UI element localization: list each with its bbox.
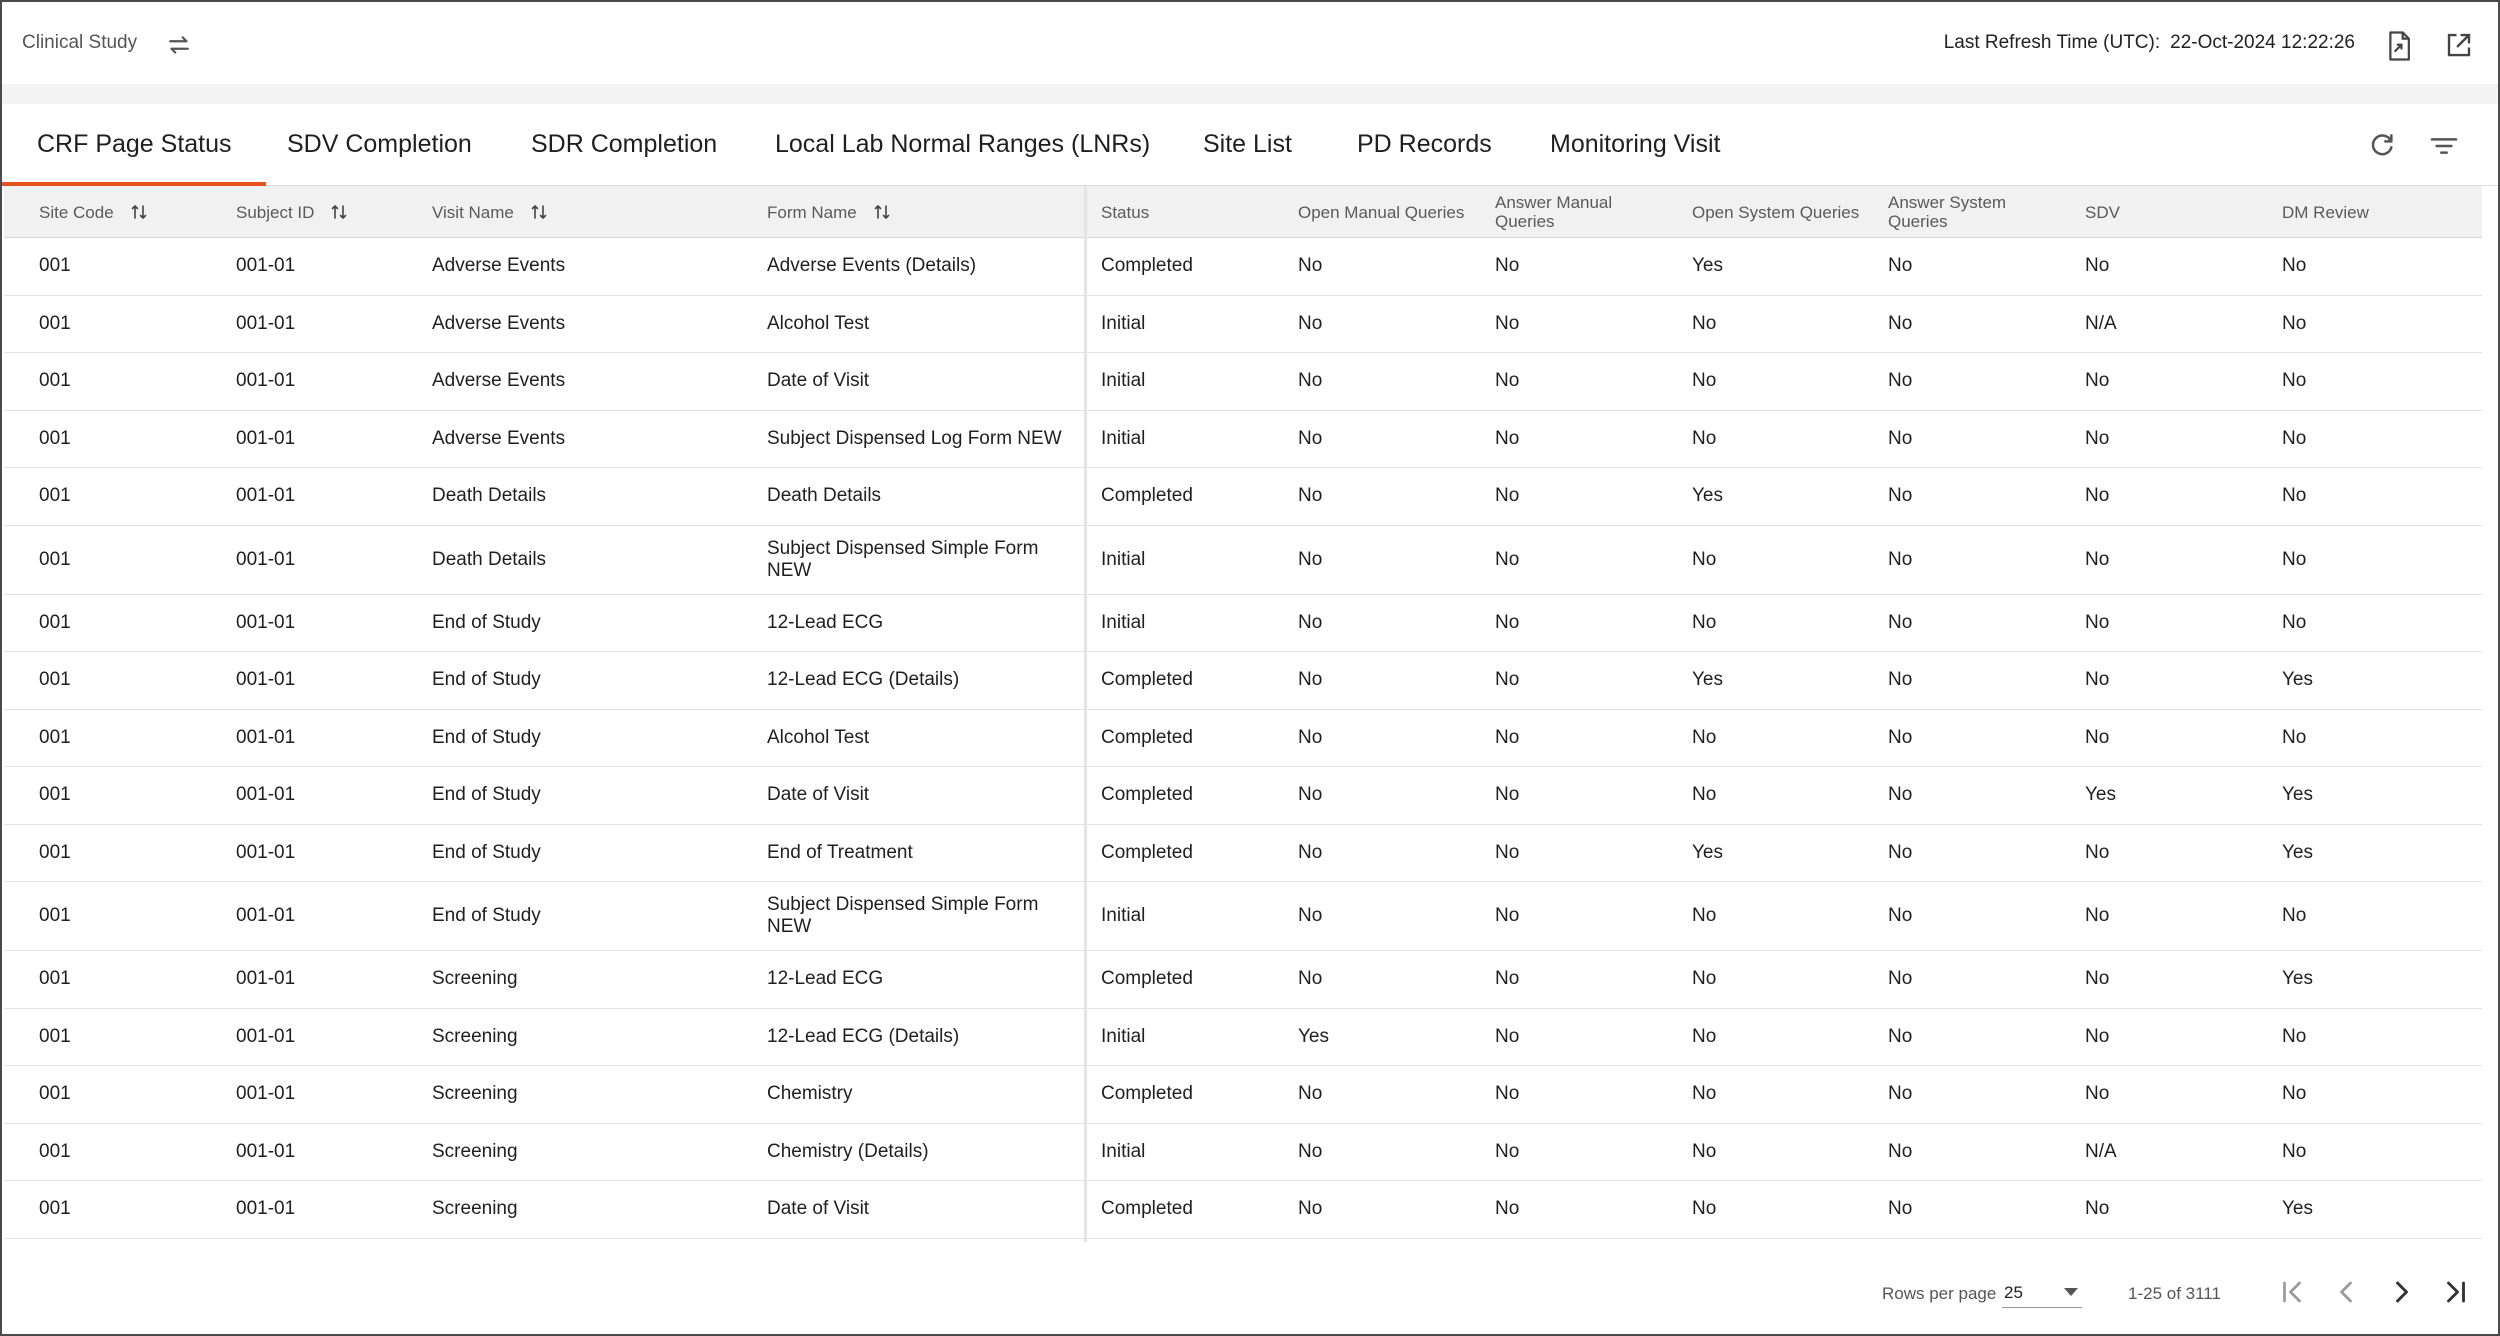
cell-open-system-queries: No <box>1692 427 1717 449</box>
column-header-visit-name[interactable] <box>432 186 548 238</box>
open-external-icon[interactable] <box>2444 30 2474 60</box>
cell-answer-manual-queries: No <box>1495 312 1520 334</box>
cell-answer-manual-queries: No <box>1495 726 1520 748</box>
cell-answer-system-queries: No <box>1888 841 1913 863</box>
cell-visit-name: Screening <box>432 1025 518 1047</box>
cell-site-code: 001 <box>39 726 71 748</box>
cell-form-name: 12-Lead ECG <box>767 611 884 633</box>
cell-visit-name: End of Study <box>432 669 541 691</box>
cell-open-manual-queries: No <box>1298 1083 1323 1105</box>
cell-status: Completed <box>1101 841 1193 863</box>
cell-subject-id: 001-01 <box>236 1140 296 1162</box>
cell-form-name: Subject Dispensed Log Form NEW <box>767 427 1062 449</box>
cell-open-manual-queries: No <box>1298 905 1323 926</box>
cell-answer-manual-queries: No <box>1495 1198 1520 1220</box>
cell-dm-review: No <box>2282 255 2307 277</box>
export-document-icon[interactable] <box>2384 30 2414 62</box>
cell-open-manual-queries: No <box>1298 726 1323 748</box>
tab-bar <box>2 104 2498 186</box>
tab-sdv-completion[interactable]: SDV Completion <box>287 130 472 158</box>
cell-answer-system-queries: No <box>1888 1025 1913 1047</box>
cell-visit-name: End of Study <box>432 726 541 748</box>
cell-answer-manual-queries: No <box>1495 427 1520 449</box>
cell-subject-id: 001-01 <box>236 312 296 334</box>
refresh-time-label: Last Refresh Time (UTC): <box>1943 32 2161 53</box>
cell-dm-review: No <box>2282 611 2307 633</box>
tab-local-lab-normal-ranges[interactable]: Local Lab Normal Ranges (LNRs) <box>775 130 1151 158</box>
cell-open-manual-queries: No <box>1298 841 1323 863</box>
cell-subject-id: 001-01 <box>236 485 296 507</box>
cell-dm-review: No <box>2282 905 2307 926</box>
previous-page-button[interactable] <box>2328 1274 2364 1310</box>
cell-answer-manual-queries: No <box>1495 1083 1520 1105</box>
cell-site-code: 001 <box>39 370 71 392</box>
cell-answer-system-queries: No <box>1888 905 1913 926</box>
cell-open-manual-queries: No <box>1298 968 1323 990</box>
cell-site-code: 001 <box>39 427 71 449</box>
cell-subject-id: 001-01 <box>236 841 296 863</box>
refresh-time-value: 22-Oct-2024 12:22:26 <box>2170 32 2355 53</box>
cell-visit-name: Screening <box>432 1083 518 1105</box>
cell-visit-name: Death Details <box>432 548 547 570</box>
table-row[interactable] <box>4 468 2482 526</box>
cell-open-system-queries: No <box>1692 1083 1717 1105</box>
tab-monitoring-visit[interactable]: Monitoring Visit <box>1550 130 1721 158</box>
separator-band <box>2 84 2498 104</box>
cell-answer-manual-queries: No <box>1495 905 1520 926</box>
cell-dm-review: No <box>2282 1025 2307 1047</box>
cell-dm-review: Yes <box>2282 968 2313 990</box>
sort-icon[interactable] <box>330 203 348 221</box>
cell-subject-id: 001-01 <box>236 370 296 392</box>
cell-status: Initial <box>1101 548 1146 570</box>
crf-status-table <box>4 186 2482 1242</box>
cell-open-system-queries: Yes <box>1692 255 1723 277</box>
cell-visit-name: Adverse Events <box>432 427 566 449</box>
cell-open-system-queries: No <box>1692 784 1717 806</box>
table-row[interactable] <box>4 353 2482 411</box>
tab-site-list[interactable]: Site List <box>1203 130 1292 158</box>
cell-sdv: N/A <box>2085 312 2117 334</box>
cell-form-name: Adverse Events (Details) <box>767 255 977 277</box>
cell-subject-id: 001-01 <box>236 611 296 633</box>
cell-open-manual-queries: No <box>1298 485 1323 507</box>
cell-form-name: 12-Lead ECG (Details) <box>767 1025 960 1047</box>
tab-pd-records[interactable]: PD Records <box>1357 130 1492 158</box>
cell-open-system-queries: No <box>1692 312 1717 334</box>
cell-answer-manual-queries: No <box>1495 968 1520 990</box>
column-header-answer-system-queries[interactable]: Answer System Queries <box>1888 193 2007 231</box>
cell-open-system-queries: No <box>1692 1140 1717 1162</box>
table-row[interactable] <box>4 595 2482 653</box>
cell-dm-review: No <box>2282 312 2307 334</box>
table-row[interactable] <box>4 951 2482 1009</box>
cell-status: Initial <box>1101 427 1146 449</box>
cell-answer-system-queries: No <box>1888 968 1913 990</box>
dropdown-caret-icon <box>2064 1288 2078 1296</box>
cell-open-system-queries: Yes <box>1692 485 1723 507</box>
cell-dm-review: No <box>2282 427 2307 449</box>
cell-status: Initial <box>1101 611 1146 633</box>
cell-answer-manual-queries: No <box>1495 669 1520 691</box>
cell-open-system-queries: No <box>1692 611 1717 633</box>
cell-dm-review: No <box>2282 548 2307 570</box>
table-row[interactable] <box>4 296 2482 354</box>
cell-status: Completed <box>1101 1198 1193 1220</box>
cell-sdv: No <box>2085 1083 2110 1105</box>
cell-open-system-queries: Yes <box>1692 669 1723 691</box>
frozen-column-divider <box>1084 186 1087 1242</box>
cell-answer-system-queries: No <box>1888 427 1913 449</box>
sort-icon[interactable] <box>873 203 891 221</box>
cell-open-manual-queries: No <box>1298 1140 1323 1162</box>
cell-form-name: Alcohol Test <box>767 726 870 748</box>
cell-answer-manual-queries: No <box>1495 548 1520 570</box>
cell-form-name: Death Details <box>767 485 882 507</box>
cell-subject-id: 001-01 <box>236 1083 296 1105</box>
column-header-open-system-queries[interactable]: Open System Queries <box>1692 202 1860 222</box>
cell-answer-system-queries: No <box>1888 1140 1913 1162</box>
column-label: Form Name <box>767 202 857 222</box>
cell-dm-review: Yes <box>2282 1198 2313 1220</box>
cell-site-code: 001 <box>39 1140 71 1162</box>
cell-status: Initial <box>1101 1025 1146 1047</box>
cell-site-code: 001 <box>39 611 71 633</box>
cell-form-name: Date of Visit <box>767 784 870 806</box>
cell-answer-manual-queries: No <box>1495 841 1520 863</box>
cell-open-system-queries: No <box>1692 726 1717 748</box>
cell-form-name: Subject Dispensed Simple Form NEW <box>767 894 1039 937</box>
cell-answer-manual-queries: No <box>1495 1025 1520 1047</box>
sort-icon[interactable] <box>130 203 148 221</box>
column-header-subject-id[interactable] <box>236 186 348 238</box>
cell-open-system-queries: Yes <box>1692 841 1723 863</box>
tab-crf-page-status[interactable]: CRF Page Status <box>37 104 232 186</box>
page-range-label: 1-25 of 3111 <box>2128 1284 2221 1303</box>
cell-open-manual-queries: Yes <box>1298 1025 1329 1047</box>
cell-open-manual-queries: No <box>1298 1198 1323 1220</box>
cell-answer-manual-queries: No <box>1495 611 1520 633</box>
filter-icon[interactable] <box>2428 130 2460 162</box>
cell-status: Completed <box>1101 968 1193 990</box>
cell-site-code: 001 <box>39 1198 71 1220</box>
cell-sdv: No <box>2085 611 2110 633</box>
cell-site-code: 001 <box>39 255 71 277</box>
cell-status: Completed <box>1101 485 1193 507</box>
column-header-dm-review[interactable]: DM Review <box>2282 202 2369 222</box>
cell-open-system-queries: No <box>1692 1198 1717 1220</box>
cell-visit-name: Death Details <box>432 485 547 507</box>
table-row[interactable] <box>4 882 2482 951</box>
cell-status: Completed <box>1101 669 1193 691</box>
cell-site-code: 001 <box>39 669 71 691</box>
cell-sdv: Yes <box>2085 784 2116 806</box>
cell-form-name: 12-Lead ECG <box>767 968 884 990</box>
tab-sdr-completion[interactable]: SDR Completion <box>531 130 718 158</box>
cell-answer-manual-queries: No <box>1495 784 1520 806</box>
cell-site-code: 001 <box>39 312 71 334</box>
cell-answer-system-queries: No <box>1888 370 1913 392</box>
cell-answer-manual-queries: No <box>1495 255 1520 277</box>
cell-dm-review: Yes <box>2282 784 2313 806</box>
cell-status: Initial <box>1101 1140 1146 1162</box>
cell-site-code: 001 <box>39 485 71 507</box>
table-row[interactable] <box>4 1066 2482 1124</box>
cell-open-manual-queries: No <box>1298 370 1323 392</box>
column-label: Subject ID <box>236 202 315 222</box>
cell-sdv: No <box>2085 968 2110 990</box>
cell-open-manual-queries: No <box>1298 548 1323 570</box>
cell-subject-id: 001-01 <box>236 548 296 570</box>
cell-visit-name: Screening <box>432 968 518 990</box>
column-header-open-manual-queries[interactable]: Open Manual Queries <box>1298 202 1465 222</box>
cell-open-manual-queries: No <box>1298 255 1323 277</box>
cell-answer-system-queries: No <box>1888 485 1913 507</box>
cell-subject-id: 001-01 <box>236 1198 296 1220</box>
last-page-button[interactable] <box>2438 1274 2474 1310</box>
table-row[interactable] <box>4 652 2482 710</box>
cell-subject-id: 001-01 <box>236 968 296 990</box>
column-header-sdv[interactable]: SDV <box>2085 202 2120 222</box>
reload-icon[interactable] <box>2366 130 2398 162</box>
study-title: Clinical Study <box>22 32 138 53</box>
cell-answer-system-queries: No <box>1888 784 1913 806</box>
cell-open-system-queries: No <box>1692 905 1717 926</box>
table-header <box>4 186 2482 238</box>
table-row[interactable] <box>4 825 2482 883</box>
rows-per-page-value: 25 <box>2004 1282 2023 1302</box>
cell-sdv: No <box>2085 427 2110 449</box>
cell-sdv: No <box>2085 485 2110 507</box>
cell-site-code: 001 <box>39 548 71 570</box>
cell-site-code: 001 <box>39 784 71 806</box>
cell-answer-system-queries: No <box>1888 255 1913 277</box>
cell-sdv: N/A <box>2085 1140 2117 1162</box>
cell-visit-name: End of Study <box>432 784 541 806</box>
cell-answer-manual-queries: No <box>1495 1140 1520 1162</box>
cell-open-manual-queries: No <box>1298 611 1323 633</box>
cell-status: Completed <box>1101 1083 1193 1105</box>
cell-answer-system-queries: No <box>1888 611 1913 633</box>
cell-dm-review: Yes <box>2282 669 2313 691</box>
cell-sdv: No <box>2085 669 2110 691</box>
cell-status: Initial <box>1101 312 1146 334</box>
column-header-form-name[interactable] <box>767 186 891 238</box>
swap-arrows-icon[interactable] <box>164 30 194 60</box>
cell-visit-name: End of Study <box>432 611 541 633</box>
next-page-button[interactable] <box>2384 1274 2420 1310</box>
cell-sdv: No <box>2085 1025 2110 1047</box>
cell-subject-id: 001-01 <box>236 255 296 277</box>
cell-sdv: No <box>2085 726 2110 748</box>
last-refresh-time <box>1944 32 2355 54</box>
cell-status: Completed <box>1101 726 1193 748</box>
cell-visit-name: Adverse Events <box>432 312 566 334</box>
column-header-status[interactable]: Status <box>1101 202 1150 222</box>
cell-open-manual-queries: No <box>1298 312 1323 334</box>
cell-subject-id: 001-01 <box>236 905 296 926</box>
cell-form-name: End of Treatment <box>767 841 913 863</box>
rows-per-page-select[interactable] <box>2002 1278 2082 1308</box>
cell-open-manual-queries: No <box>1298 427 1323 449</box>
cell-status: Initial <box>1101 905 1146 926</box>
cell-subject-id: 001-01 <box>236 427 296 449</box>
cell-site-code: 001 <box>39 1025 71 1047</box>
table-row[interactable] <box>4 767 2482 825</box>
cell-answer-system-queries: No <box>1888 1083 1913 1105</box>
first-page-button[interactable] <box>2274 1274 2310 1310</box>
cell-dm-review: No <box>2282 1140 2307 1162</box>
column-header-site-code[interactable] <box>39 186 148 238</box>
column-header-answer-manual-queries[interactable]: Answer Manual Queries <box>1495 193 1613 231</box>
cell-answer-system-queries: No <box>1888 312 1913 334</box>
cell-sdv: No <box>2085 370 2110 392</box>
cell-visit-name: End of Study <box>432 841 541 863</box>
cell-sdv: No <box>2085 255 2110 277</box>
cell-dm-review: No <box>2282 1083 2307 1105</box>
cell-form-name: Chemistry <box>767 1083 853 1105</box>
top-bar <box>2 2 2498 84</box>
cell-subject-id: 001-01 <box>236 669 296 691</box>
cell-open-system-queries: No <box>1692 968 1717 990</box>
cell-form-name: Alcohol Test <box>767 312 870 334</box>
rows-per-page-label: Rows per page <box>1882 1284 1997 1303</box>
cell-sdv: No <box>2085 841 2110 863</box>
cell-answer-system-queries: No <box>1888 726 1913 748</box>
pagination-bar <box>2 1242 2498 1336</box>
cell-answer-manual-queries: No <box>1495 370 1520 392</box>
cell-answer-system-queries: No <box>1888 1198 1913 1220</box>
cell-sdv: No <box>2085 548 2110 570</box>
table-row[interactable] <box>4 1009 2482 1067</box>
cell-site-code: 001 <box>39 905 71 926</box>
cell-visit-name: Adverse Events <box>432 255 566 277</box>
cell-open-system-queries: No <box>1692 370 1717 392</box>
cell-answer-system-queries: No <box>1888 669 1913 691</box>
table-row[interactable] <box>4 710 2482 768</box>
cell-form-name: 12-Lead ECG (Details) <box>767 669 960 691</box>
cell-subject-id: 001-01 <box>236 784 296 806</box>
cell-form-name: Date of Visit <box>767 370 870 392</box>
cell-dm-review: Yes <box>2282 841 2313 863</box>
cell-open-manual-queries: No <box>1298 784 1323 806</box>
cell-site-code: 001 <box>39 841 71 863</box>
table-row[interactable] <box>4 238 2482 296</box>
cell-visit-name: Screening <box>432 1140 518 1162</box>
cell-open-manual-queries: No <box>1298 669 1323 691</box>
cell-visit-name: End of Study <box>432 905 541 926</box>
cell-sdv: No <box>2085 1198 2110 1220</box>
sort-icon[interactable] <box>530 203 548 221</box>
cell-form-name: Date of Visit <box>767 1198 870 1220</box>
cell-open-system-queries: No <box>1692 1025 1717 1047</box>
cell-status: Completed <box>1101 784 1193 806</box>
table-row[interactable] <box>4 411 2482 469</box>
cell-visit-name: Screening <box>432 1198 518 1220</box>
cell-dm-review: No <box>2282 485 2307 507</box>
cell-form-name: Chemistry (Details) <box>767 1140 929 1162</box>
column-label: Site Code <box>39 202 114 222</box>
table-row[interactable] <box>4 1181 2482 1239</box>
cell-subject-id: 001-01 <box>236 726 296 748</box>
cell-dm-review: No <box>2282 370 2307 392</box>
cell-status: Completed <box>1101 255 1193 277</box>
cell-answer-manual-queries: No <box>1495 485 1520 507</box>
table-row[interactable] <box>4 526 2482 595</box>
cell-status: Initial <box>1101 370 1146 392</box>
cell-site-code: 001 <box>39 968 71 990</box>
table-row[interactable] <box>4 1124 2482 1182</box>
cell-site-code: 001 <box>39 1083 71 1105</box>
cell-dm-review: No <box>2282 726 2307 748</box>
cell-subject-id: 001-01 <box>236 1025 296 1047</box>
column-label: Visit Name <box>432 202 514 222</box>
cell-visit-name: Adverse Events <box>432 370 566 392</box>
cell-form-name: Subject Dispensed Simple Form NEW <box>767 537 1039 581</box>
cell-sdv: No <box>2085 905 2110 926</box>
cell-answer-system-queries: No <box>1888 548 1913 570</box>
cell-open-system-queries: No <box>1692 548 1717 570</box>
